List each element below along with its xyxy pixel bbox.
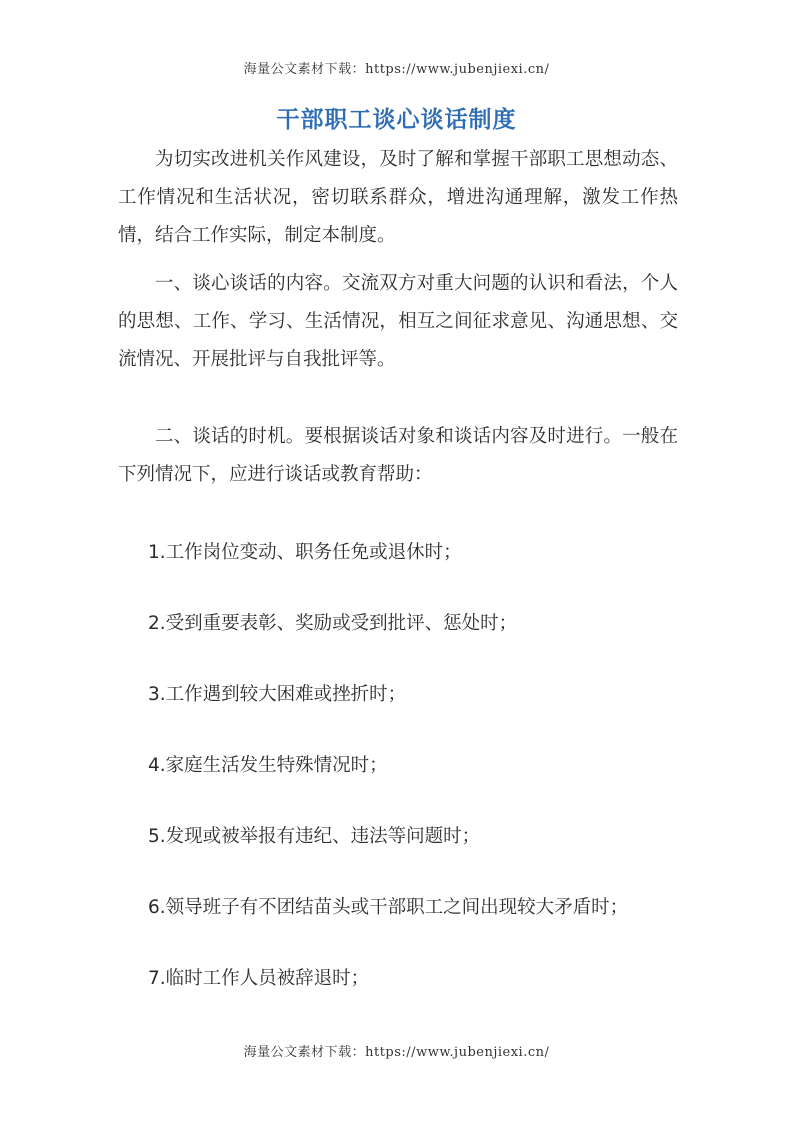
list-item: 2.受到重要表彰、奖励或受到批评、惩处时； — [148, 613, 518, 634]
list-item: 5.发现或被举报有违纪、违法等问题时； — [148, 826, 481, 847]
list-item: 1.工作岗位变动、职务任免或退休时； — [148, 542, 462, 563]
document-title: 干部职工谈心谈话制度 — [276, 107, 517, 133]
list-item: 7.临时工作人员被辞退时； — [148, 968, 370, 989]
section-two-paragraph: 二、谈话的时机。要根据谈话对象和谈话内容及时进行。一般在下列情况下，应进行谈话或教育帮助： — [118, 426, 678, 485]
list-item: 3.工作遇到较大困难或挫折时； — [148, 684, 407, 705]
list-item: 6.领导班子有不团结苗头或干部职工之间出现较大矛盾时； — [148, 897, 629, 918]
page-header: 海量公文素材下载：https://www.jubenjiexi.cn/ — [243, 62, 550, 77]
intro-paragraph: 为切实改进机关作风建设，及时了解和掌握干部职工思想动态、工作情况和生活状况，密切联系群众，增进沟通理解，激发工作热情，结合工作实际，制定本制度。 — [118, 149, 678, 246]
section-one-paragraph: 一、谈心谈话的内容。交流双方对重大问题的认识和看法，个人的思想、工作、学习、生活情况，相互之间征求意见、沟通思想、交流情况、开展批评与自我批评等。 — [118, 273, 678, 370]
intro-paragraph-block — [118, 141, 678, 255]
content-paragraph-block — [118, 265, 678, 379]
timing-paragraph-block — [118, 418, 678, 494]
page-footer: 海量公文素材下载：https://www.jubenjiexi.cn/ — [243, 1045, 550, 1060]
list-item: 4.家庭生活发生特殊情况时； — [148, 755, 388, 776]
